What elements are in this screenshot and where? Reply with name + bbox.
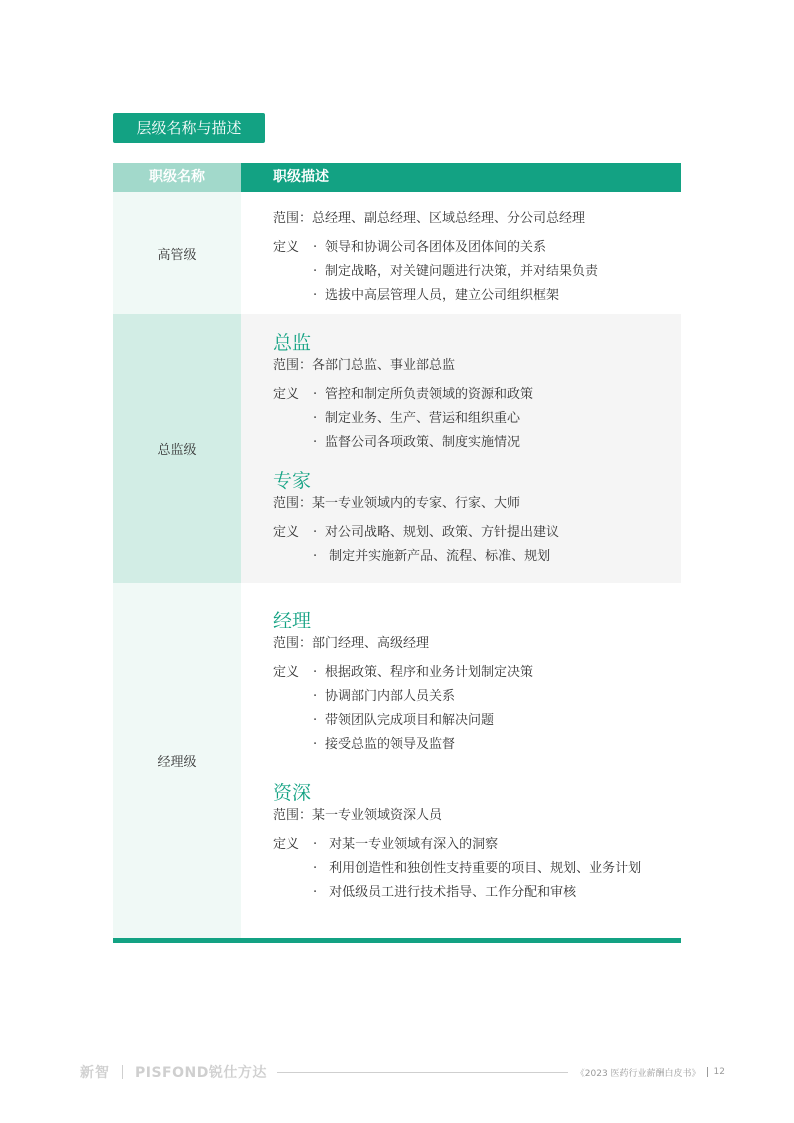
logo-divider (122, 1065, 123, 1079)
level-table (113, 163, 681, 943)
list-item: · 根据政策、程序和业务计划制定决策 (313, 661, 533, 685)
page-number: 12 (713, 1067, 725, 1077)
definition-list (313, 833, 641, 905)
level-desc-cell (241, 314, 681, 583)
definition-label: 定义 (273, 837, 300, 852)
list-item: · 制定并实施新产品、流程、标准、规划 (313, 545, 559, 569)
header-level-name: 职级名称 (113, 163, 241, 192)
footer-rule (277, 1072, 568, 1073)
list-item: · 制定业务、生产、营运和组织重心 (313, 407, 533, 431)
section-title-tag: 层级名称与描述 (113, 113, 265, 143)
scope-text: 范围：总经理、副总经理、区域总经理、分公司总经理 (273, 211, 586, 226)
definition-block (273, 383, 681, 455)
sub-level-title: 总监 (273, 332, 312, 354)
level-desc-cell (241, 583, 681, 938)
scope-text: 范围：部门经理、高级经理 (273, 636, 430, 651)
page-footer (80, 1062, 725, 1082)
list-item: · 对公司战略、规划、政策、方针提出建议 (313, 521, 559, 545)
definition-block (273, 833, 681, 905)
sub-level-title: 资深 (273, 782, 312, 804)
definition-label: 定义 (273, 665, 300, 680)
definition-list (313, 521, 559, 569)
footer-divider (707, 1067, 708, 1077)
list-item: · 对低级员工进行技术指导、工作分配和审核 (313, 881, 641, 905)
table-row (113, 314, 681, 583)
table-bottom-bar (113, 938, 681, 943)
definition-list (313, 383, 533, 455)
report-title: 《2023 医药行业薪酬白皮书》 (575, 1068, 701, 1079)
scope-text: 范围：各部门总监、事业部总监 (273, 358, 456, 373)
list-item: · 带领团队完成项目和解决问题 (313, 709, 533, 733)
spacer (273, 455, 681, 469)
sub-level-title: 专家 (273, 470, 312, 492)
level-name-cell: 经理级 (113, 583, 241, 938)
definition-list (313, 236, 598, 308)
level-desc-cell (241, 192, 681, 314)
list-item: · 监督公司各项政策、制度实施情况 (313, 431, 533, 455)
list-item: · 利用创造性和独创性支持重要的项目、规划、业务计划 (313, 857, 641, 881)
sub-level-title: 经理 (273, 610, 312, 632)
definition-label: 定义 (273, 387, 300, 402)
list-item: · 选拔中高层管理人员，建立公司组织框架 (313, 284, 598, 308)
header-level-desc: 职级描述 (241, 163, 681, 192)
table-row (113, 192, 681, 314)
definition-block (273, 661, 681, 757)
definition-list (313, 661, 533, 757)
list-item: · 对某一专业领域有深入的洞察 (313, 833, 641, 857)
definition-block (273, 236, 681, 308)
list-item: · 制定战略，对关键问题进行决策，并对结果负责 (313, 260, 598, 284)
definition-label: 定义 (273, 525, 300, 540)
definition-label: 定义 (273, 240, 300, 255)
list-item: · 领导和协调公司各团体及团体间的关系 (313, 236, 598, 260)
spacer (273, 757, 681, 781)
list-item: · 管控和制定所负责领域的资源和政策 (313, 383, 533, 407)
pisfond-logo: PISFOND锐仕方达 (135, 1065, 267, 1081)
level-name-cell: 总监级 (113, 314, 241, 583)
xinzhi-logo: 新智 (80, 1065, 110, 1081)
scope-text: 范围：某一专业领域资深人员 (273, 808, 443, 823)
list-item: · 协调部门内部人员关系 (313, 685, 533, 709)
table-row (113, 583, 681, 938)
list-item: · 接受总监的领导及监督 (313, 733, 533, 757)
table-header (113, 163, 681, 192)
scope-text: 范围：某一专业领域内的专家、行家、大师 (273, 496, 521, 511)
level-name-cell: 高管级 (113, 192, 241, 314)
definition-block (273, 521, 681, 569)
